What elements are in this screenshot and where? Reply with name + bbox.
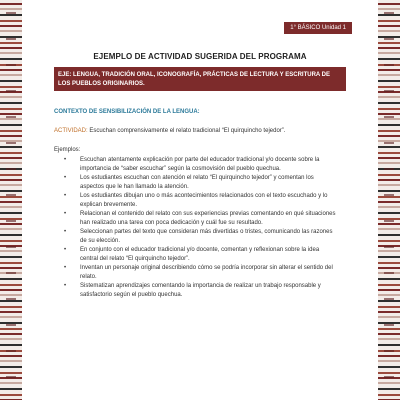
list-item: • En conjunto con el educador tradicional y/o docente, comentan y reflexionan sobre la idea central del relato “El quirquincho tejedor”.: [54, 246, 338, 264]
list-item: • Seleccionan partes del texto que consideran más divertidas o tristes, comunicando las razones de su elección.: [54, 228, 338, 246]
examples-list: [54, 156, 338, 300]
examples-heading: Ejemplos:: [54, 147, 81, 153]
list-item: • Los estudiantes dibujan uno o más acontecimientos relacionados con el texto escuchado y lo explican brevemente.: [54, 192, 338, 210]
eje-banner: EJE: LENGUA, TRADICIÓN ORAL, ICONOGRAFÍA, PRÁCTICAS DE LECTURA Y ESCRITURA DE LOS PUEBLOS ORIGINARIOS.: [54, 67, 346, 91]
activity-label: ACTIVIDAD:: [54, 128, 88, 134]
grade-unit-badge: 1° BÁSICO Unidad 1: [284, 22, 352, 34]
list-item: • Escuchan atentamente explicación por parte del educador tradicional y/o docente sobre la importancia de “saber escuchar” según la cosmovisión del pueblo quechua.: [54, 156, 338, 174]
list-item: • Inventan un personaje original describiendo cómo se podría incorporar sin alterar el sentido del relato.: [54, 264, 338, 282]
activity-text: Escuchan comprensivamente el relato tradicional “El quirquincho tejedor”.: [89, 128, 286, 134]
list-item: • Sistematizan aprendizajes comentando la importancia de realizar un trabajo responsable y satisfactorio según el pueblo quechua.: [54, 282, 338, 300]
list-item: • Los estudiantes escuchan con atención el relato “El quirquincho tejedor” y comentan los aspectos que le han llamado la atención.: [54, 174, 338, 192]
context-heading: CONTEXTO DE SENSIBILIZACIÓN DE LA LENGUA:: [54, 109, 200, 115]
page-title: EJEMPLO DE ACTIVIDAD SUGERIDA DEL PROGRAMA: [93, 52, 307, 61]
activity-line: [54, 128, 346, 134]
list-item: • Relacionan el contenido del relato con sus experiencias previas comentando en qué situaciones han realizado una tarea con poca dedicación y cuál fue su resultado.: [54, 210, 338, 228]
